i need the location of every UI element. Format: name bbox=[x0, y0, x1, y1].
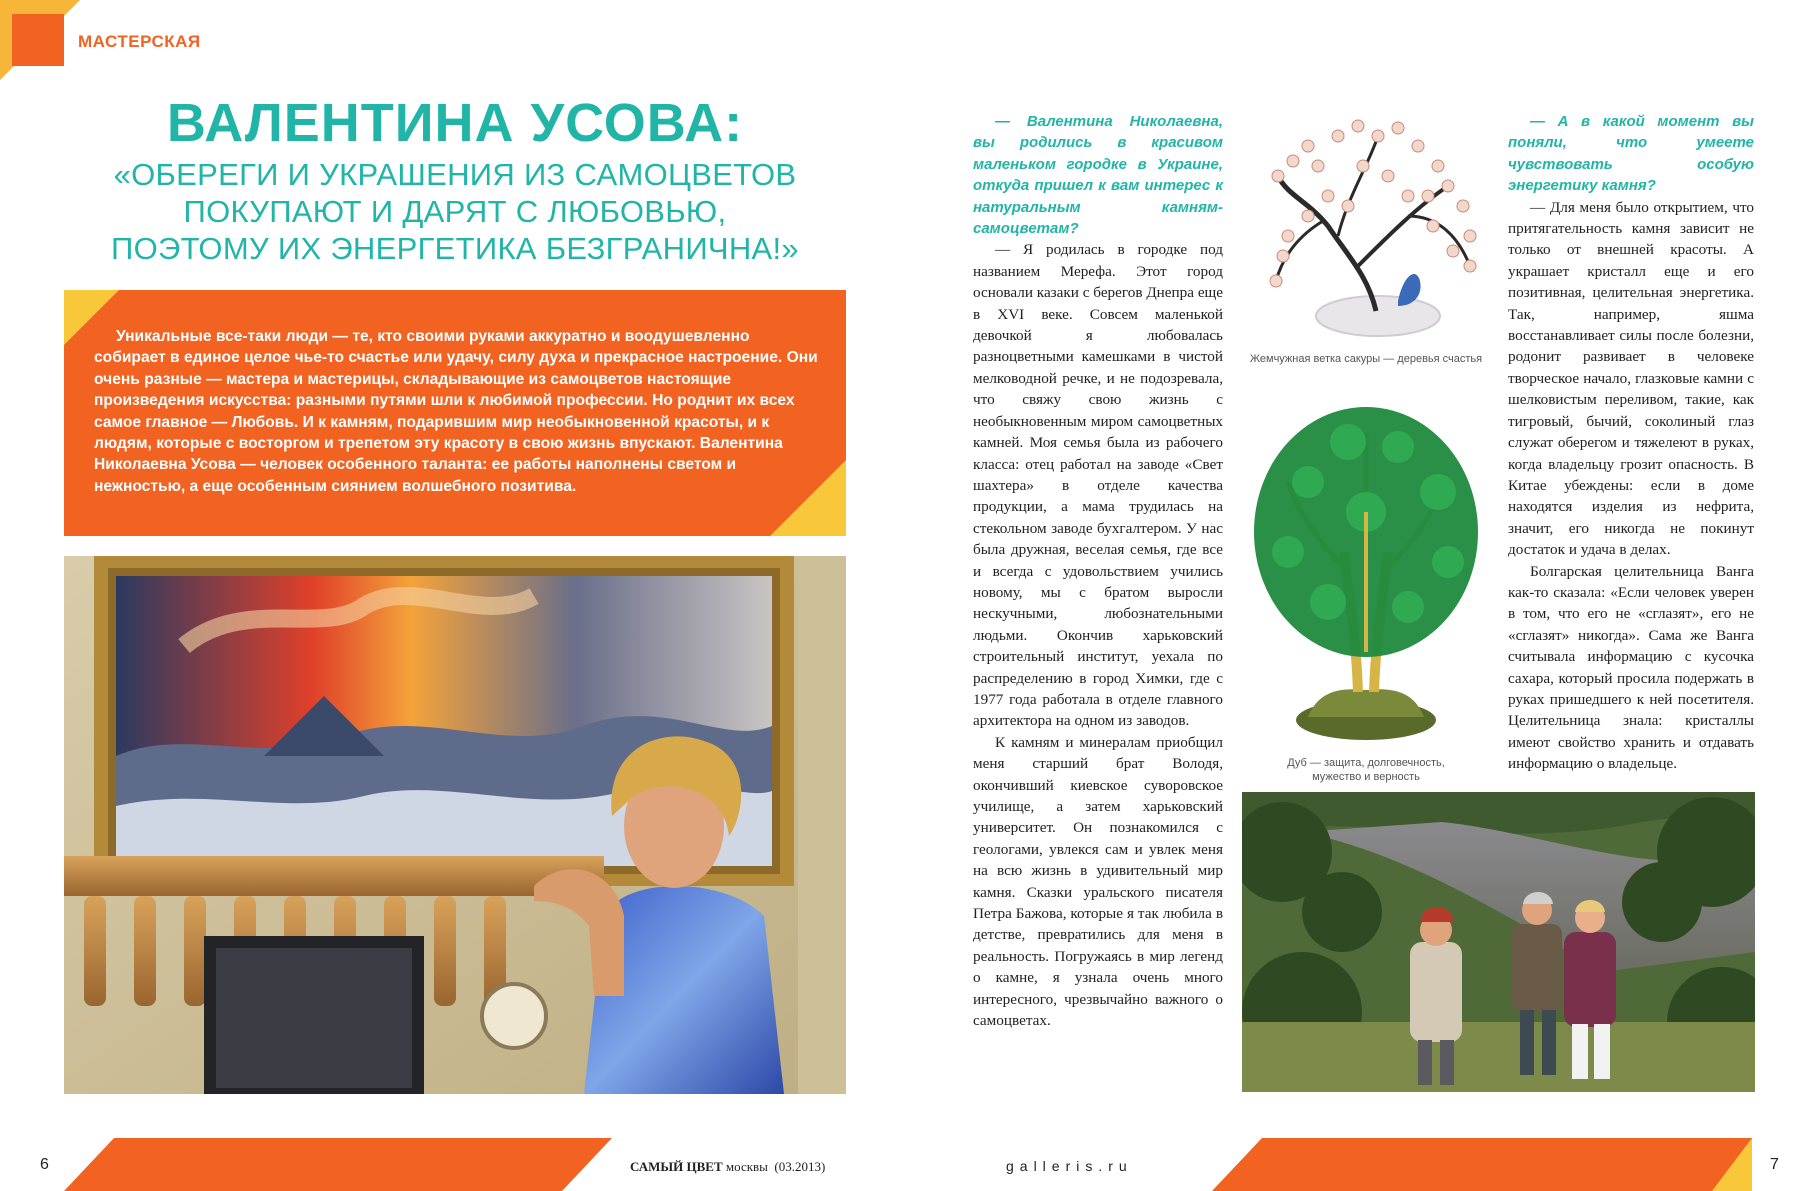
article-paragraph: Болгарская целительница Ванга как-то сказала: «Если человек уверен в том, что его не «сглазят», его не «сглазят» никогда». Сама же Ванга считывала информацию с кусочка сахара, который просила подержать в руках пришедшего к ней посетителя. Целительница знала: кристаллы имеют свойство хранить и отдавать информацию о владельце. bbox=[1508, 562, 1754, 773]
interview-question: — А в какой момент вы поняли, что умеете чувствовать особую энергетику камня? bbox=[1508, 113, 1754, 195]
oak-tree-illustration bbox=[1248, 392, 1484, 744]
footer-left-slant bbox=[64, 1138, 114, 1191]
article-title: ВАЛЕНТИНА УСОВА: bbox=[166, 93, 744, 153]
oak-tree-photo bbox=[1248, 392, 1484, 744]
article-paragraph: К камням и минералам приобщил меня старший брат Володя, окончивший киевское суворовское училище, а затем харьковский университет. Он познакомился с геологами, увлекся сам и увлек меня на всю жизнь в удивительный мир камня. Сказки уральского писателя Петра Бажова, которые я так любила в детстве, превратились для меня в реальность. Погружаясь в мир легенд о камне, я узнала очень много интересного, чрезвычайно важного о самоцветах. bbox=[973, 733, 1223, 1030]
rubric-label: МАСТЕРСКАЯ bbox=[78, 32, 201, 51]
article-paragraph: — Я родилась в городке под названием Мерефа. Этот город основали казаки с берегов Днепра еще в XVI веке. Совсем маленькой девочкой я любовалась разноцветными камешками в чистой мелководной речке, и не подозревала, что свяжу свою жизнь с необыкновенным миром самоцветных камней. Моя семья была из рабочего класса: отец работал на заводе «Свет шахтера» в отделе качества продукции, а мама трудилась на стекольном заводе бухгалтером. У нас была дружная, веселая семья, где все и всегда с удовольствием учились новому, мы с братом выросли нескучными, любознательными людьми. Окончив харьковский строительный институт, уехала по распределению в город Химки, где с 1977 года работала в отделе главного архитектора на одном из заводов. bbox=[973, 241, 1223, 730]
portrait-photo-illustration bbox=[64, 556, 846, 1094]
oak-caption bbox=[1238, 756, 1494, 784]
website-link[interactable]: galleris.ru bbox=[1006, 1158, 1133, 1174]
lead-text: Уникальные все-таки люди — те, кто своими руками аккуратно и воодушевленно собирает в единое целое чье-то счастье или удачу, силу духа и прекрасное настроение. Они очень разные — мастера и мастерицы, складывающие из самоцветов настоящие произведения искусства: разными путями шли к любимой профессии. Но роднит их всех самое главное — Любовь. И к камням, подарившим мир необыкновенной красоты, и к людям, которые с восторгом и трепетом эту красоту в свою жизнь впускают. Валентина Николаевна Усова — человек особенного таланта: ее работы наполнены светом и нежностью, а еще особенным сиянием волшебного позитива. bbox=[94, 328, 818, 495]
page-number-left: 6 bbox=[40, 1156, 49, 1173]
portrait-photo bbox=[64, 556, 846, 1094]
sakura-tree-photo bbox=[1248, 106, 1484, 350]
outdoor-group-illustration bbox=[1242, 792, 1755, 1092]
footer-right-yellow-slant bbox=[1712, 1138, 1752, 1191]
article-column-1 bbox=[973, 111, 1223, 1031]
oak-caption-line: Дуб — защита, долговечность, bbox=[1287, 757, 1445, 769]
footer-center-slant-right bbox=[1212, 1138, 1262, 1191]
magazine-issue: (03.2013) bbox=[774, 1159, 826, 1174]
lead-box bbox=[64, 290, 846, 536]
sakura-tree-illustration bbox=[1248, 106, 1484, 350]
article-paragraph: — Для меня было открытием, что притягательность камня зависит не только от внешней красоты. А украшает кристалл еще и его позитивная, целительная энергетика. Так, например, яшма восстанавливает силы после болезни, родонит развивает в человеке творческое начало, глазковые камни с шелковистым переливом, такие, как тигровый, бычий, соколиный глаз служат оберегом и тяжелеют в руках, когда владельцу грозит опасность. В Китае убеждены: если в доме находятся изделия из нефрита, значит, его никогда не покинут достаток и удача в делах. bbox=[1508, 198, 1754, 559]
subtitle-line: ПОКУПАЮТ И ДАРЯТ С ЛЮБОВЬЮ, bbox=[183, 194, 727, 229]
article-column-3 bbox=[1508, 111, 1754, 775]
outdoor-group-photo bbox=[1242, 792, 1755, 1092]
sakura-caption: Жемчужная ветка сакуры — деревья счастья bbox=[1249, 353, 1483, 365]
footer-center-slant-left bbox=[562, 1138, 612, 1191]
oak-caption-line: мужество и верность bbox=[1312, 771, 1420, 783]
subtitle-line: «ОБЕРЕГИ И УКРАШЕНИЯ ИЗ САМОЦВЕТОВ bbox=[113, 157, 797, 192]
page-number-right: 7 bbox=[1770, 1156, 1779, 1173]
interview-question: — Валентина Николаевна, вы родились в красивом маленьком городке в Украине, откуда пришел к вам интерес к натуральным камням-самоцветам? bbox=[973, 113, 1223, 238]
magazine-title: САМЫЙ ЦВЕТ bbox=[630, 1159, 723, 1174]
footer-left-white bbox=[0, 1138, 64, 1191]
magazine-city: москвы bbox=[725, 1159, 768, 1174]
rubric-square-decoration bbox=[12, 14, 64, 66]
subtitle-line: ПОЭТОМУ ИХ ЭНЕРГЕТИКА БЕЗГРАНИЧНА!» bbox=[111, 231, 799, 266]
article-subtitle bbox=[60, 156, 850, 267]
magazine-name bbox=[630, 1159, 825, 1175]
footer-right-white bbox=[1752, 1138, 1819, 1191]
